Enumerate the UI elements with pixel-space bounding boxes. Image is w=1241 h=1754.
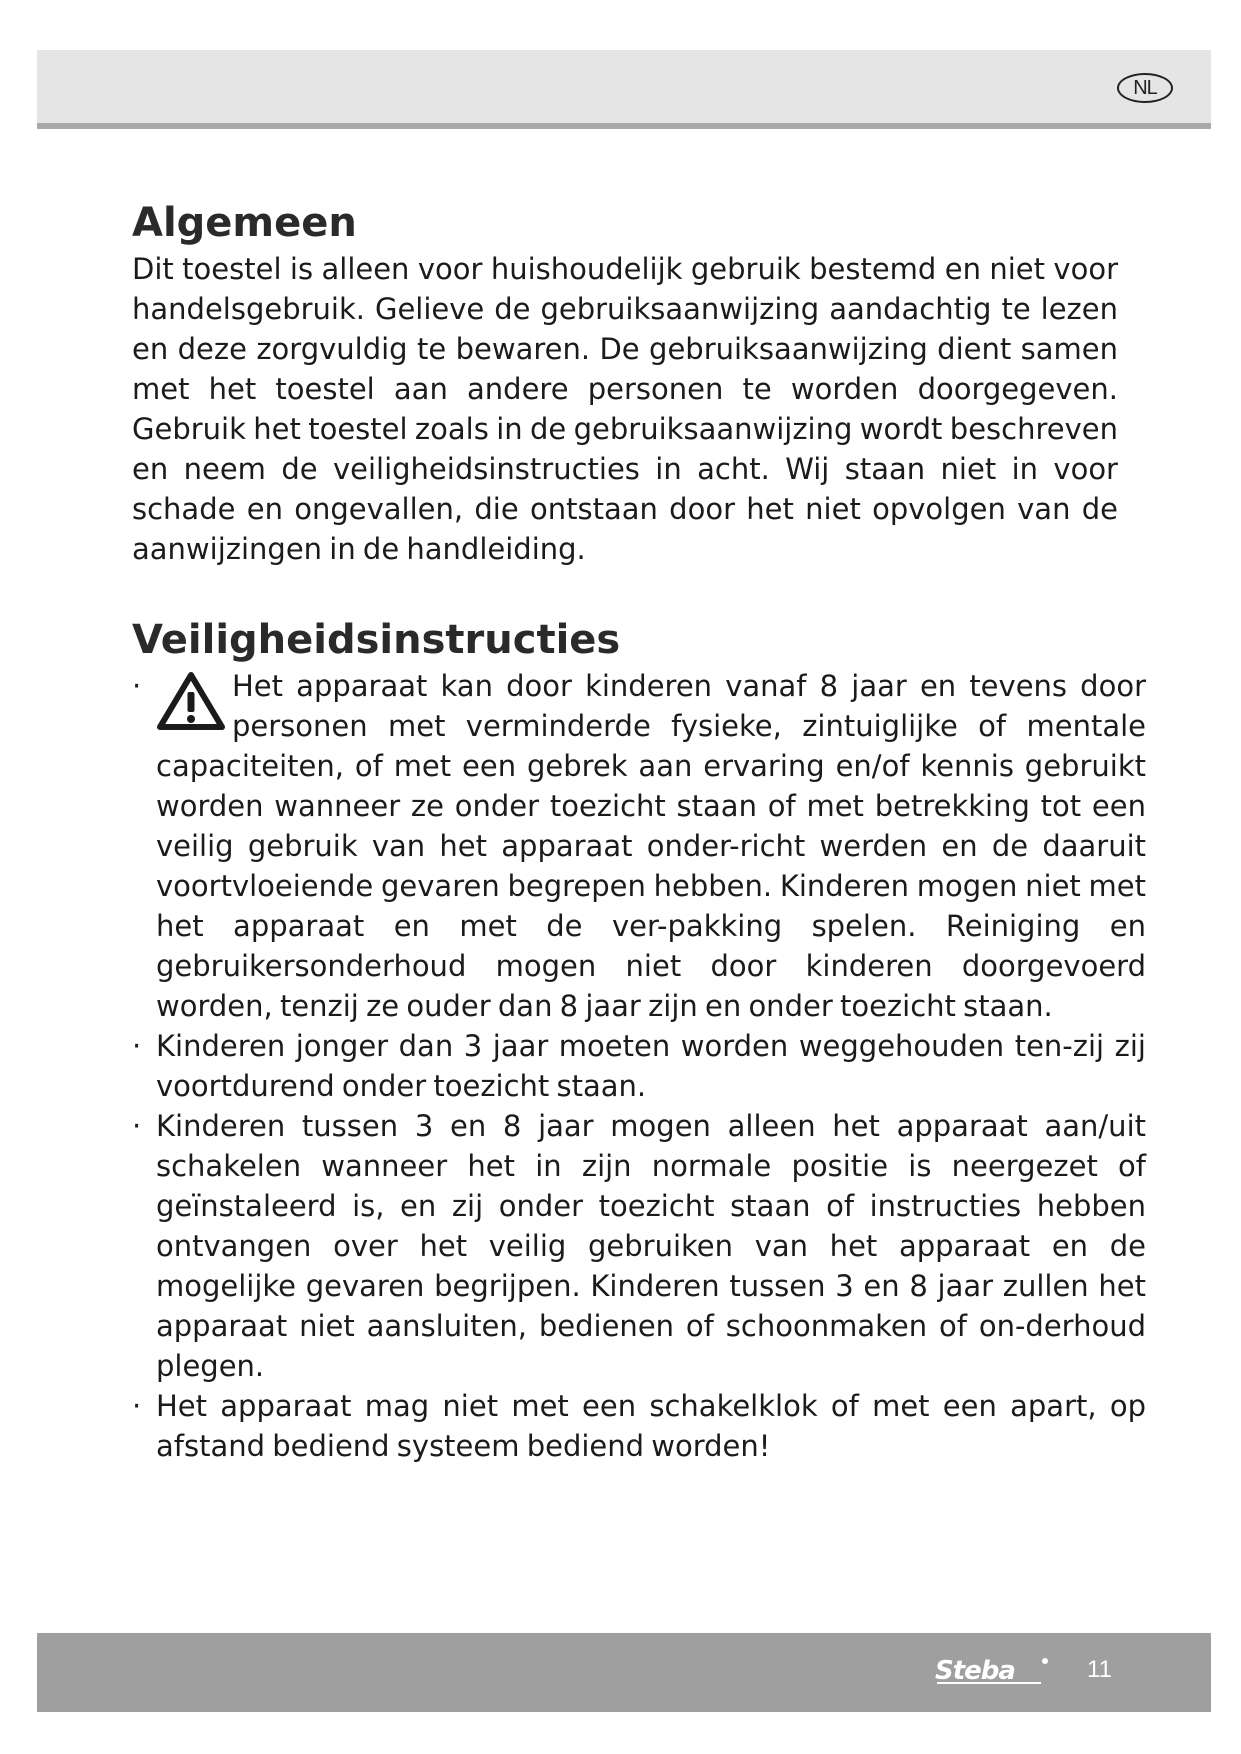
bullet-marker: · — [132, 1389, 142, 1423]
bullet-marker: · — [132, 1109, 142, 1143]
section-title-general: Algemeen — [132, 200, 357, 246]
list-item — [132, 1026, 1146, 1106]
page-number: 11 — [1087, 1656, 1112, 1683]
language-badge: NL — [1117, 73, 1173, 103]
steba-logo — [933, 1653, 1051, 1689]
warning-triangle-icon — [156, 670, 226, 732]
list-item-text: Het apparaat mag niet met een schakelklok of met een apart, op afstand bediend systeem bediend worden! — [156, 1389, 1146, 1463]
list-item-text: Kinderen tussen 3 en 8 jaar mogen alleen het apparaat aan/uit schakelen wanneer het in zijn normale positie is neergezet of geïnstaleerd is, en zij onder toezicht staan of instructies hebben ontvangen over het veilig gebruiken van het apparaat en de mogelijke gevaren begrijpen. Kinderen tussen 3 en 8 jaar zullen het apparaat niet aansluiten, bedienen of schoonmaken of on-derhoud plegen. — [156, 1109, 1146, 1383]
bullet-marker: · — [132, 1029, 142, 1063]
list-item — [132, 1106, 1146, 1386]
bullet-marker: · — [132, 669, 142, 703]
general-paragraph: Dit toestel is alleen voor huishoudelijk gebruik bestemd en niet voor handelsgebruik. Gelieve de gebruiksaanwijzing aandachtig te lezen en deze zorgvuldig te bewaren. De gebruiksaanwijzing dient samen met het toestel aan andere personen te worden doorgegeven. Gebruik het toestel zoals in de gebruiksaanwijzing wordt beschreven en neem de veiligheidsinstructies in acht. Wij staan niet in voor schade en ongevallen, die ontstaan door het niet opvolgen van de aanwijzingen in de handleiding. — [132, 252, 1118, 566]
svg-text:Steba: Steba — [935, 1656, 1015, 1686]
safety-instructions-list — [132, 666, 1146, 1466]
page-content — [132, 197, 1146, 1466]
list-item-text: Kinderen jonger dan 3 jaar moeten worden weggehouden ten-zij zij voortdurend onder toezicht staan. — [156, 1029, 1146, 1103]
list-item-text: Het apparaat kan door kinderen vanaf 8 jaar en tevens door personen met verminderde fysieke, zintuiglijke of mentale capaciteiten, of met een gebrek aan ervaring en/of kennis gebruikt worden wanneer ze onder toezicht staan of met betrekking tot een veilig gebruik van het apparaat onder-richt werden en de daaruit voortvloeiende gevaren begrepen hebben. Kinderen mogen niet met het apparaat en met de ver-pakking spelen. Reiniging en gebruikersonderhoud mogen niet door kinderen doorgevoerd worden, tenzij ze ouder dan 8 jaar zijn en onder toezicht staan. — [156, 669, 1146, 1023]
list-item — [132, 666, 1146, 1026]
footer-band — [37, 1633, 1211, 1712]
list-item — [132, 1386, 1146, 1466]
header-band — [37, 50, 1211, 129]
section-title-safety: Veiligheidsinstructies — [132, 617, 621, 663]
